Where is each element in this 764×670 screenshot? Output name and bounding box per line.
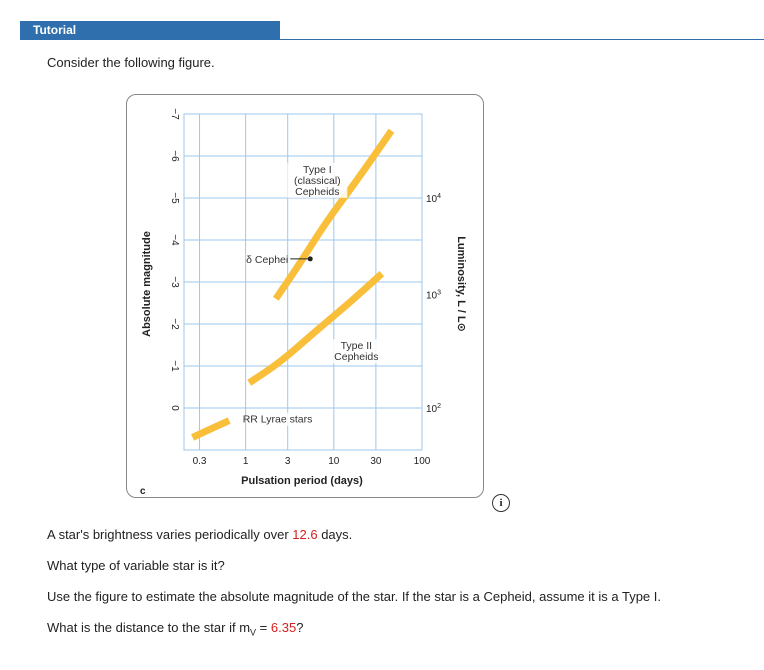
luminosity-tick-label: $10^2$ <box>426 403 442 415</box>
y-tick-label: −4 <box>169 234 180 246</box>
question-period-unit: days. <box>317 527 353 542</box>
series-label: (classical) <box>293 174 341 187</box>
tutorial-header <box>20 21 280 40</box>
apparent-magnitude-value: 6.35 <box>270 620 297 635</box>
y-tick-label: −6 <box>169 150 180 162</box>
series-label: Type II <box>340 340 373 353</box>
question-magnitude: Use the figure to estimate the absolute magnitude of the star. If the star is a Cepheid, assume it is a Type I. <box>47 589 661 604</box>
y-tick-label: −2 <box>169 318 180 330</box>
y-tick-label: −5 <box>169 192 180 204</box>
question-period <box>47 527 352 542</box>
y-tick-label: −7 <box>169 108 180 120</box>
question-type: What type of variable star is it? <box>47 558 225 573</box>
cepheid-chart <box>126 94 484 498</box>
intro-text: Consider the following figure. <box>47 55 215 70</box>
y-tick-label: 0 <box>169 405 180 411</box>
x-axis-label: Pulsation period (days) <box>241 475 363 487</box>
period-value: 12.6 <box>292 527 318 542</box>
x-tick-label: 0.3 <box>192 456 207 467</box>
question-distance <box>47 620 303 638</box>
series-label: Cepheids <box>334 351 379 364</box>
header-rule <box>280 39 764 40</box>
y-tick-label: −3 <box>169 276 180 288</box>
question-mark: ? <box>296 620 304 635</box>
series-label: Cepheids <box>295 185 340 198</box>
mv-subscript: V <box>250 627 257 638</box>
luminosity-tick-label: $10^3$ <box>426 289 442 302</box>
equals-sign: = <box>256 620 271 635</box>
x-tick-label: 1 <box>242 456 249 467</box>
luminosity-tick-label: $10^4$ <box>426 193 442 205</box>
x-tick-label: 30 <box>370 456 382 467</box>
x-tick-label: 100 <box>413 456 431 467</box>
figure-label: c <box>140 486 146 497</box>
y-axis-label-left: Absolute magnitude <box>141 231 153 337</box>
chart-labels <box>243 163 387 426</box>
y-axis-label-right: Luminosity, L / L⊙ <box>455 236 467 332</box>
question-distance-text: What is the distance to the star if m <box>47 620 251 635</box>
info-icon[interactable]: i <box>492 494 510 512</box>
delta-cephei-point <box>308 256 313 261</box>
x-tick-label: 3 <box>284 456 291 467</box>
series-label: RR Lyrae stars <box>242 413 313 426</box>
tutorial-label: Tutorial <box>33 23 77 37</box>
y-tick-label: −1 <box>169 360 180 372</box>
x-tick-label: 10 <box>328 456 340 467</box>
series-curve <box>193 421 230 438</box>
delta-cephei-label: δ Cephei <box>246 253 289 266</box>
question-period-text: A star's brightness varies periodically over <box>47 527 293 542</box>
series-label: Type I <box>303 163 332 176</box>
